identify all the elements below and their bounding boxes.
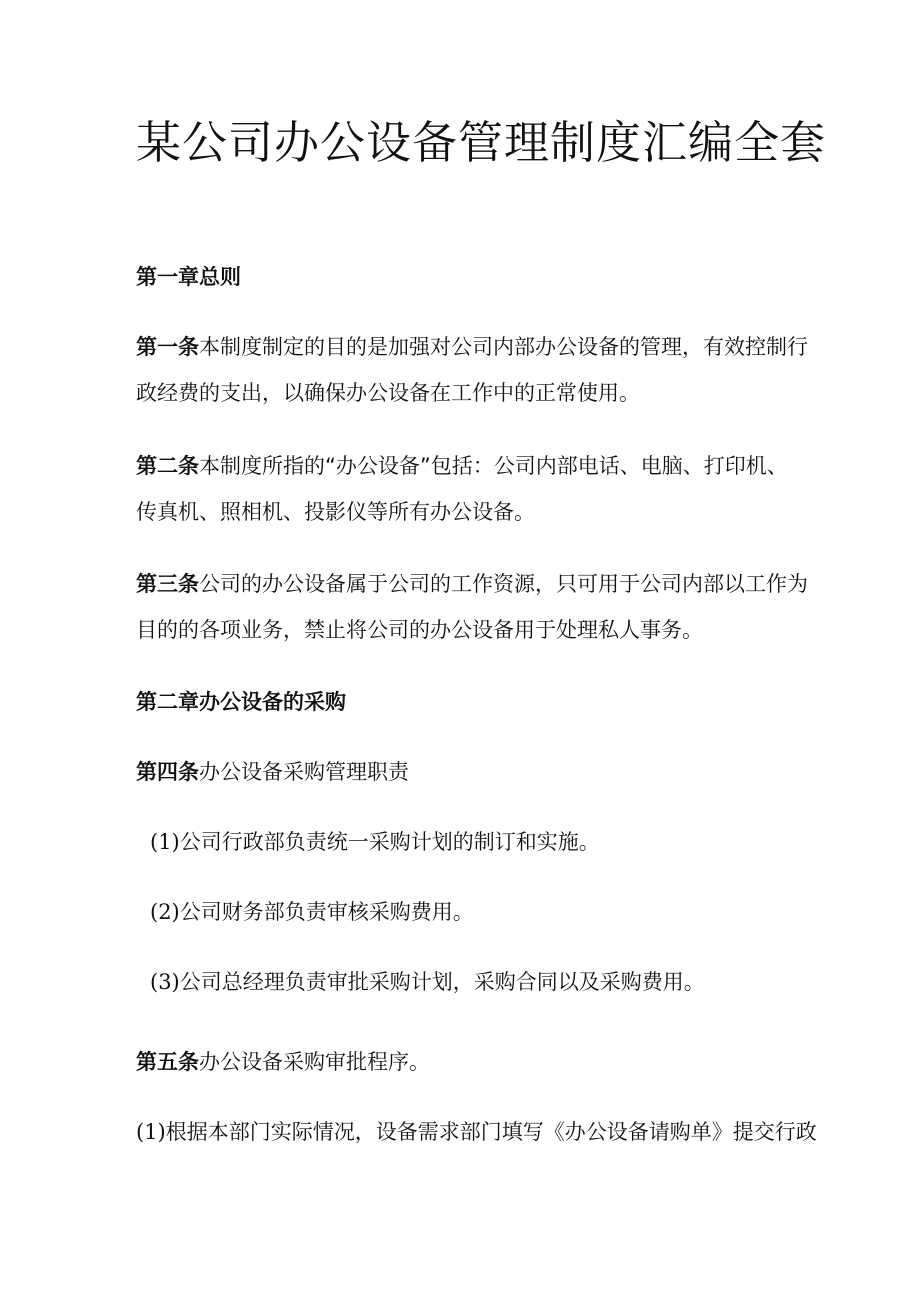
article-3-text-1: 公司的办公设备属于公司的工作资源，只可用于公司内部以工作为 <box>199 572 808 596</box>
list-item-text: 公司财务部负责审核采购费用。 <box>179 900 474 924</box>
article-5-label: 第五条 <box>136 1050 199 1074</box>
document-title: 某公司办公设备管理制度汇编全套 <box>136 116 827 169</box>
list-number: (1) <box>136 1120 166 1144</box>
article-1 <box>136 324 808 416</box>
article-2-line-2: 传真机、照相机、投影仪等所有办公设备。 <box>136 500 535 524</box>
article-4-item-3 <box>150 959 810 1005</box>
article-1-line-2: 政经费的支出，以确保办公设备在工作中的正常使用。 <box>136 381 640 405</box>
list-number: (3) <box>150 970 180 994</box>
list-item-text: 公司总经理负责审批采购计划，采购合同以及采购费用。 <box>179 970 705 994</box>
article-1-label: 第一条 <box>136 335 199 359</box>
chapter-1-heading: 第一章总则 <box>136 265 241 289</box>
list-item-text: 公司行政部负责统一采购计划的制订和实施。 <box>179 830 600 854</box>
article-5-item-1 <box>136 1109 817 1155</box>
article-3-line-2: 目的的各项业务，禁止将公司的办公设备用于处理私人事务。 <box>136 618 703 642</box>
article-5-text: 办公设备采购审批程序。 <box>199 1050 430 1074</box>
article-2-line-1 <box>136 454 788 478</box>
list-number: (1) <box>150 830 180 854</box>
article-1-line-1 <box>136 335 808 359</box>
article-4 <box>136 749 796 795</box>
article-4-item-1 <box>150 819 810 865</box>
list-number: (2) <box>150 900 180 924</box>
article-2 <box>136 443 796 535</box>
article-2-label: 第二条 <box>136 454 199 478</box>
article-3-label: 第三条 <box>136 572 199 596</box>
article-5 <box>136 1039 796 1085</box>
list-item-text: 根据本部门实际情况，设备需求部门填写《办公设备请购单》提交行政 <box>165 1120 817 1144</box>
article-3-line-1 <box>136 572 808 596</box>
article-2-text-1: 本制度所指的“办公设备”包括：公司内部电话、电脑、打印机、 <box>199 454 788 478</box>
article-4-text: 办公设备采购管理职责 <box>199 760 409 784</box>
article-1-text-1: 本制度制定的目的是加强对公司内部办公设备的管理，有效控制行 <box>199 335 808 359</box>
article-4-label: 第四条 <box>136 760 199 784</box>
chapter-2-heading: 第二章办公设备的采购 <box>136 690 346 714</box>
article-4-item-2 <box>150 889 810 935</box>
article-3 <box>136 561 808 653</box>
